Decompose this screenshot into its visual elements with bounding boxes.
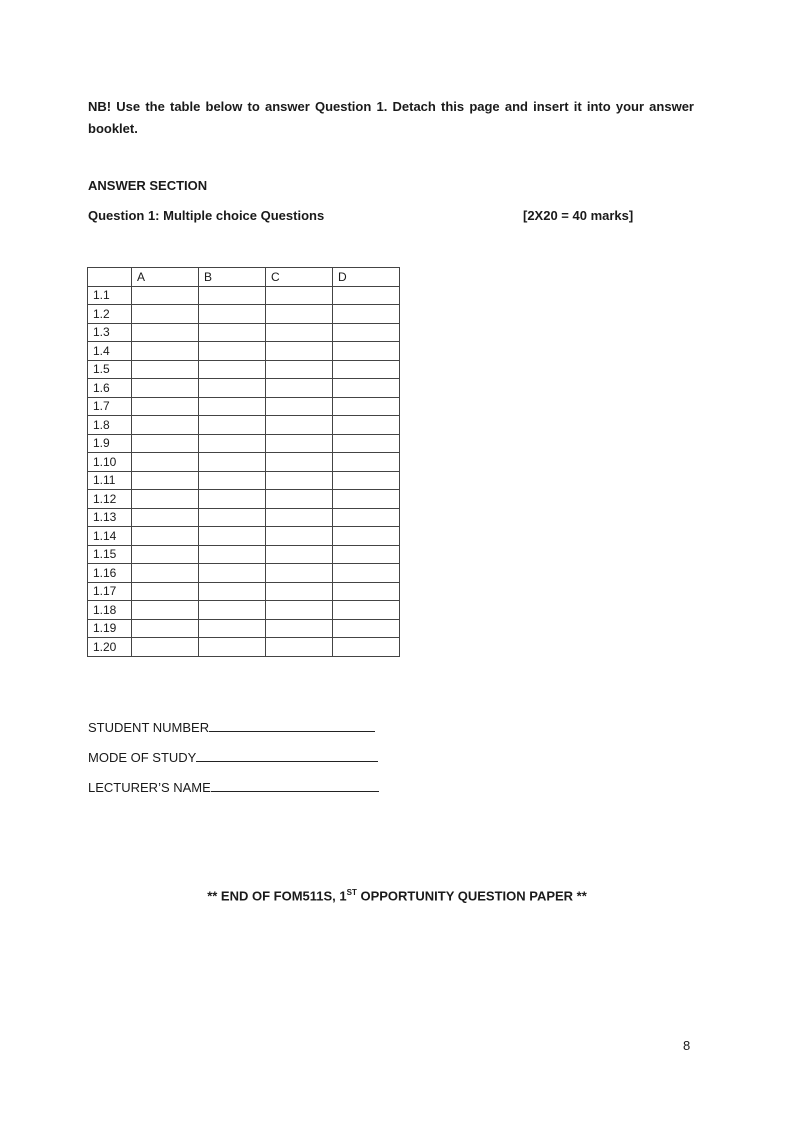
question-number: 1.8: [88, 416, 132, 435]
answer-cell[interactable]: [266, 323, 333, 342]
answer-cell[interactable]: [333, 582, 400, 601]
blank-line[interactable]: [211, 779, 379, 792]
answer-cell[interactable]: [333, 342, 400, 361]
answer-cell[interactable]: [199, 379, 266, 398]
answer-cell[interactable]: [132, 508, 199, 527]
answer-cell[interactable]: [333, 619, 400, 638]
answer-cell[interactable]: [333, 564, 400, 583]
answer-cell[interactable]: [333, 471, 400, 490]
answer-cell[interactable]: [333, 453, 400, 472]
question-number: 1.19: [88, 619, 132, 638]
answer-cell[interactable]: [266, 527, 333, 546]
answer-cell[interactable]: [132, 638, 199, 657]
answer-cell[interactable]: [132, 416, 199, 435]
table-row: [88, 638, 400, 657]
answer-cell[interactable]: [199, 471, 266, 490]
student-number-field[interactable]: [88, 719, 375, 735]
answer-cell[interactable]: [266, 490, 333, 509]
answer-cell[interactable]: [266, 453, 333, 472]
answer-cell[interactable]: [333, 601, 400, 620]
answer-cell[interactable]: [333, 638, 400, 657]
table-row: [88, 545, 400, 564]
answer-cell[interactable]: [132, 582, 199, 601]
answer-cell[interactable]: [132, 527, 199, 546]
answer-cell[interactable]: [199, 286, 266, 305]
column-header: D: [333, 268, 400, 287]
answer-cell[interactable]: [199, 638, 266, 657]
question-number: 1.17: [88, 582, 132, 601]
answer-cell[interactable]: [266, 638, 333, 657]
table-row: [88, 490, 400, 509]
answer-cell[interactable]: [266, 564, 333, 583]
table-row: [88, 286, 400, 305]
header-corner-cell: [88, 268, 132, 287]
answer-cell[interactable]: [199, 453, 266, 472]
answer-cell[interactable]: [199, 305, 266, 324]
answer-cell[interactable]: [132, 397, 199, 416]
question-number: 1.7: [88, 397, 132, 416]
answer-cell[interactable]: [199, 360, 266, 379]
table-row: [88, 564, 400, 583]
answer-cell[interactable]: [199, 416, 266, 435]
answer-cell[interactable]: [132, 323, 199, 342]
question-number: 1.16: [88, 564, 132, 583]
question-number: 1.1: [88, 286, 132, 305]
answer-cell[interactable]: [199, 564, 266, 583]
answer-cell[interactable]: [266, 416, 333, 435]
question-number: 1.3: [88, 323, 132, 342]
answer-cell[interactable]: [132, 379, 199, 398]
answer-cell[interactable]: [132, 545, 199, 564]
mode-of-study-field[interactable]: [88, 749, 378, 765]
table-row: [88, 342, 400, 361]
question-number: 1.2: [88, 305, 132, 324]
table-row: [88, 360, 400, 379]
footer-text: OPPORTUNITY QUESTION PAPER **: [356, 888, 587, 904]
question-number: 1.10: [88, 453, 132, 472]
answer-cell[interactable]: [266, 397, 333, 416]
answer-cell[interactable]: [199, 342, 266, 361]
answer-cell[interactable]: [199, 545, 266, 564]
answer-cell[interactable]: [132, 564, 199, 583]
answer-cell[interactable]: [333, 286, 400, 305]
answer-cell[interactable]: [199, 508, 266, 527]
field-label: STUDENT NUMBER: [88, 720, 210, 735]
answer-cell[interactable]: [199, 323, 266, 342]
answer-cell[interactable]: [266, 379, 333, 398]
answer-cell[interactable]: [132, 453, 199, 472]
question-number: 1.18: [88, 601, 132, 620]
answer-cell[interactable]: [199, 434, 266, 453]
answer-cell[interactable]: [132, 490, 199, 509]
answer-cell[interactable]: [333, 323, 400, 342]
answer-cell[interactable]: [333, 360, 400, 379]
question-number: 1.5: [88, 360, 132, 379]
answer-cell[interactable]: [333, 545, 400, 564]
table-row: [88, 416, 400, 435]
column-header: B: [199, 268, 266, 287]
question-number: 1.20: [88, 638, 132, 657]
field-label: LECTURER’S NAME: [88, 780, 211, 795]
answer-cell[interactable]: [266, 619, 333, 638]
question-number: 1.15: [88, 545, 132, 564]
table-row: [88, 619, 400, 638]
answer-cell[interactable]: [199, 527, 266, 546]
table-row: [88, 434, 400, 453]
table-row: [88, 601, 400, 620]
answer-cell[interactable]: [266, 434, 333, 453]
blank-line[interactable]: [209, 719, 375, 732]
table-header-row: [88, 268, 400, 287]
answer-cell[interactable]: [266, 286, 333, 305]
answer-cell[interactable]: [132, 601, 199, 620]
answer-cell[interactable]: [333, 379, 400, 398]
answer-cell[interactable]: [132, 434, 199, 453]
question-number: 1.6: [88, 379, 132, 398]
question-number: 1.4: [88, 342, 132, 361]
answer-cell[interactable]: [266, 342, 333, 361]
answer-cell[interactable]: [333, 490, 400, 509]
question-number: 1.9: [88, 434, 132, 453]
question-title: Question 1: Multiple choice Questions: [88, 208, 325, 223]
answer-cell[interactable]: [132, 471, 199, 490]
table-row: [88, 305, 400, 324]
answer-cell[interactable]: [333, 434, 400, 453]
table-row: [88, 453, 400, 472]
answer-cell[interactable]: [266, 360, 333, 379]
answer-cell[interactable]: [132, 286, 199, 305]
answer-cell[interactable]: [132, 305, 199, 324]
end-of-paper-note: [0, 888, 794, 903]
answer-cell[interactable]: [266, 582, 333, 601]
table-row: [88, 323, 400, 342]
footer-text: ** END OF FOM511S, 1: [207, 888, 347, 904]
answer-cell[interactable]: [333, 527, 400, 546]
page-number: 8: [683, 1038, 691, 1053]
answer-cell[interactable]: [333, 305, 400, 324]
blank-line[interactable]: [196, 749, 378, 762]
answer-cell[interactable]: [266, 601, 333, 620]
answer-cell[interactable]: [333, 416, 400, 435]
question-number: 1.14: [88, 527, 132, 546]
answer-cell[interactable]: [199, 601, 266, 620]
answer-cell[interactable]: [199, 397, 266, 416]
answer-cell[interactable]: [199, 490, 266, 509]
section-title: ANSWER SECTION: [88, 178, 208, 193]
answer-cell[interactable]: [266, 508, 333, 527]
field-label: MODE OF STUDY: [88, 750, 197, 765]
table-row: [88, 527, 400, 546]
table-row: [88, 508, 400, 527]
answer-cell[interactable]: [199, 582, 266, 601]
column-header: C: [266, 268, 333, 287]
answer-cell[interactable]: [199, 619, 266, 638]
instruction-text: NB! Use the table below to answer Question 1. Detach this page and insert it into your answer booklet.: [88, 99, 694, 136]
lecturer-name-field[interactable]: [88, 779, 379, 795]
marks-label: [2X20 = 40 marks]: [523, 208, 634, 223]
table-row: [88, 397, 400, 416]
answer-cell[interactable]: [132, 360, 199, 379]
answer-cell[interactable]: [266, 545, 333, 564]
answer-cell[interactable]: [333, 397, 400, 416]
column-header: A: [132, 268, 199, 287]
answer-table: [87, 267, 400, 657]
table-row: [88, 582, 400, 601]
answer-cell[interactable]: [333, 508, 400, 527]
question-number: 1.11: [88, 471, 132, 490]
footer-superscript: ST: [346, 888, 357, 897]
answer-cell[interactable]: [266, 305, 333, 324]
question-number: 1.13: [88, 508, 132, 527]
answer-cell[interactable]: [266, 471, 333, 490]
table-row: [88, 471, 400, 490]
question-number: 1.12: [88, 490, 132, 509]
table-row: [88, 379, 400, 398]
answer-cell[interactable]: [132, 342, 199, 361]
answer-cell[interactable]: [132, 619, 199, 638]
